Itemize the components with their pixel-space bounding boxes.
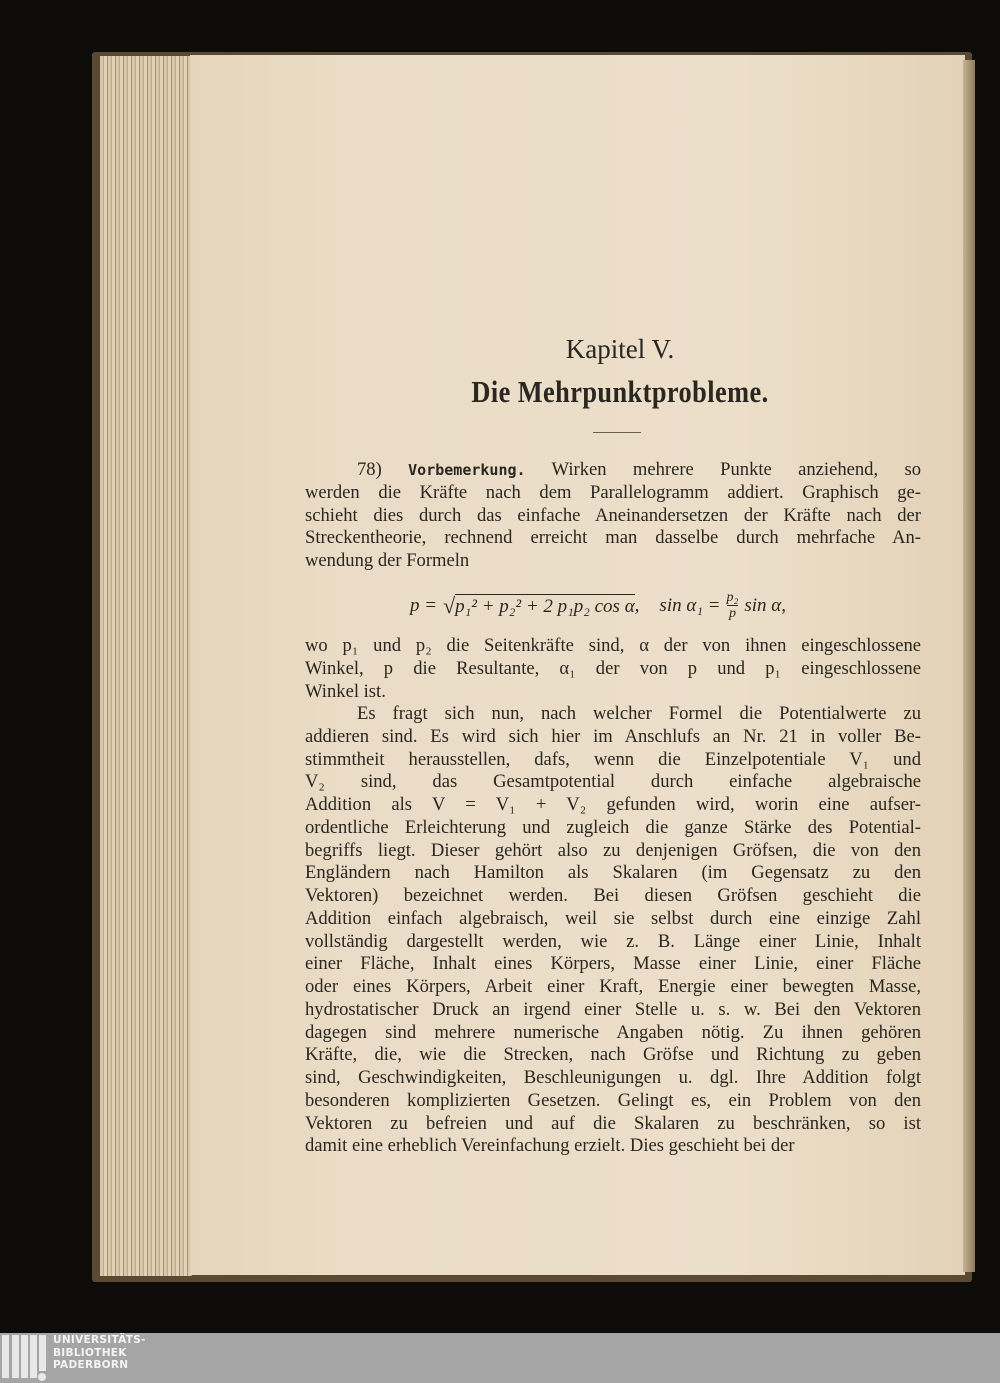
- paragraph-2: [305, 635, 921, 703]
- text-line: werden die Kräfte nach dem Parallelogramm addiert. Graphisch ge-: [305, 481, 921, 503]
- text-line: dagegen sind mehrere numerische Angaben nötig. Zu ihnen gehören: [305, 1021, 921, 1043]
- text-line: einer Fläche, Inhalt eines Körpers, Masse einer Linie, einer Fläche: [305, 953, 921, 975]
- footer-bar: [0, 1333, 1000, 1383]
- logo-line: BIBLIOTHEK: [53, 1346, 127, 1359]
- formula-radicand: p₁² + p₂² + 2 p₁p₂ cos α: [455, 595, 635, 617]
- text-line: Vektoren zu befreien und auf die Skalaren zu beschränken, so ist: [305, 1112, 921, 1134]
- formula-separator: ,: [634, 594, 640, 616]
- divider: [593, 432, 641, 433]
- text-line: addieren sind. Es wird sich hier im Anschlufs an Nr. 21 in voller Be-: [305, 725, 921, 747]
- text-line: stimmtheit herausstellen, dafs, wenn die Einzelpotentiale V₁ und: [305, 748, 921, 770]
- formula-lhs2: sin α₁ =: [659, 594, 721, 616]
- text-line: Addition als V = V₁ + V₂ gefunden wird, worin eine aufser-: [305, 794, 921, 815]
- formula-lhs: p =: [410, 594, 438, 616]
- text-line: Winkel, p die Resultante, α₁ der von p und p₁ eingeschlossene: [305, 657, 921, 679]
- logo-line: PADERBORN: [53, 1359, 129, 1371]
- text-line: schieht dies durch das einfache Aneinandersetzen der Kräfte nach der: [305, 504, 921, 526]
- text-line: damit eine erheblich Vereinfachung erzielt. Dies geschieht bei der: [305, 1135, 795, 1157]
- text-line: besonderen komplizierten Gesetzen. Gelingt es, ein Problem von den: [305, 1089, 921, 1111]
- text-line: Kräfte, die, wie die Strecken, nach Gröfse und Richtung zu geben: [305, 1044, 921, 1066]
- section-heading: Vorbemerkung.: [408, 461, 526, 479]
- chapter-title: Die Mehrpunktprobleme.: [471, 374, 769, 409]
- text-line-content: Wirken mehrere Punkte anziehend, so: [551, 459, 921, 480]
- library-logo-text: [53, 1334, 146, 1372]
- section-number: 78): [357, 459, 382, 480]
- text-line: Es fragt sich nun, nach welcher Formel die Potentialwerte zu: [357, 703, 921, 724]
- formula: [410, 590, 786, 621]
- text-line: vollständig dargestellt werden, wie z. B. Länge einer Linie, Inhalt: [305, 930, 921, 952]
- text-line: wo p₁ und p₂ die Seitenkräfte sind, α der von ihnen eingeschlossene: [305, 635, 921, 656]
- text-line: Streckentheorie, rechnend erreicht man dasselbe durch mehrfache An-: [305, 527, 921, 549]
- text-line: Engländern nach Hamilton als Skalaren (im Gegensatz zu den: [305, 862, 921, 884]
- library-logo-icon: [0, 1333, 48, 1383]
- chapter-label: Kapitel V.: [565, 334, 675, 364]
- text-line: Vektoren) bezeichnet werden. Bei diesen Gröfsen geschieht die: [305, 885, 921, 906]
- logo-line: UNIVERSITÄTS-: [53, 1334, 146, 1346]
- text-line: hydrostatischer Druck an irgend einer Stelle u. s. w. Bei den Vektoren: [305, 998, 921, 1020]
- text-line: wendung der Formeln: [305, 550, 470, 571]
- formula-rhs2: sin α,: [744, 594, 787, 616]
- paragraph-78: [305, 459, 921, 573]
- text-line: begriffs liegt. Dieser gehört also zu denjenigen Gröfsen, die von den: [305, 839, 921, 861]
- fraction: [727, 590, 739, 621]
- sqrt-sign: √: [443, 592, 456, 618]
- text-line: [305, 459, 921, 482]
- text-line: Addition einfach algebraisch, weil sie selbst durch eine einzige Zahl: [305, 907, 921, 929]
- text-line: Winkel ist.: [305, 680, 386, 702]
- page-edges: [100, 56, 192, 1276]
- paragraph-3: [305, 703, 921, 1158]
- text-line: V₂ sind, das Gesamtpotential durch einfache algebraische: [305, 771, 921, 793]
- fraction-numerator: p₂: [726, 590, 739, 605]
- text-line: ordentliche Erleichterung und zugleich die ganze Stärke des Potential-: [305, 816, 921, 838]
- text-line: sind, Geschwindigkeiten, Beschleunigungen u. dgl. Ihre Addition folgt: [305, 1067, 921, 1088]
- text-line: oder eines Körpers, Arbeit einer Kraft, Energie einer bewegten Masse,: [305, 976, 921, 997]
- fraction-denominator: p: [728, 606, 736, 621]
- right-page-edge: [963, 60, 975, 1272]
